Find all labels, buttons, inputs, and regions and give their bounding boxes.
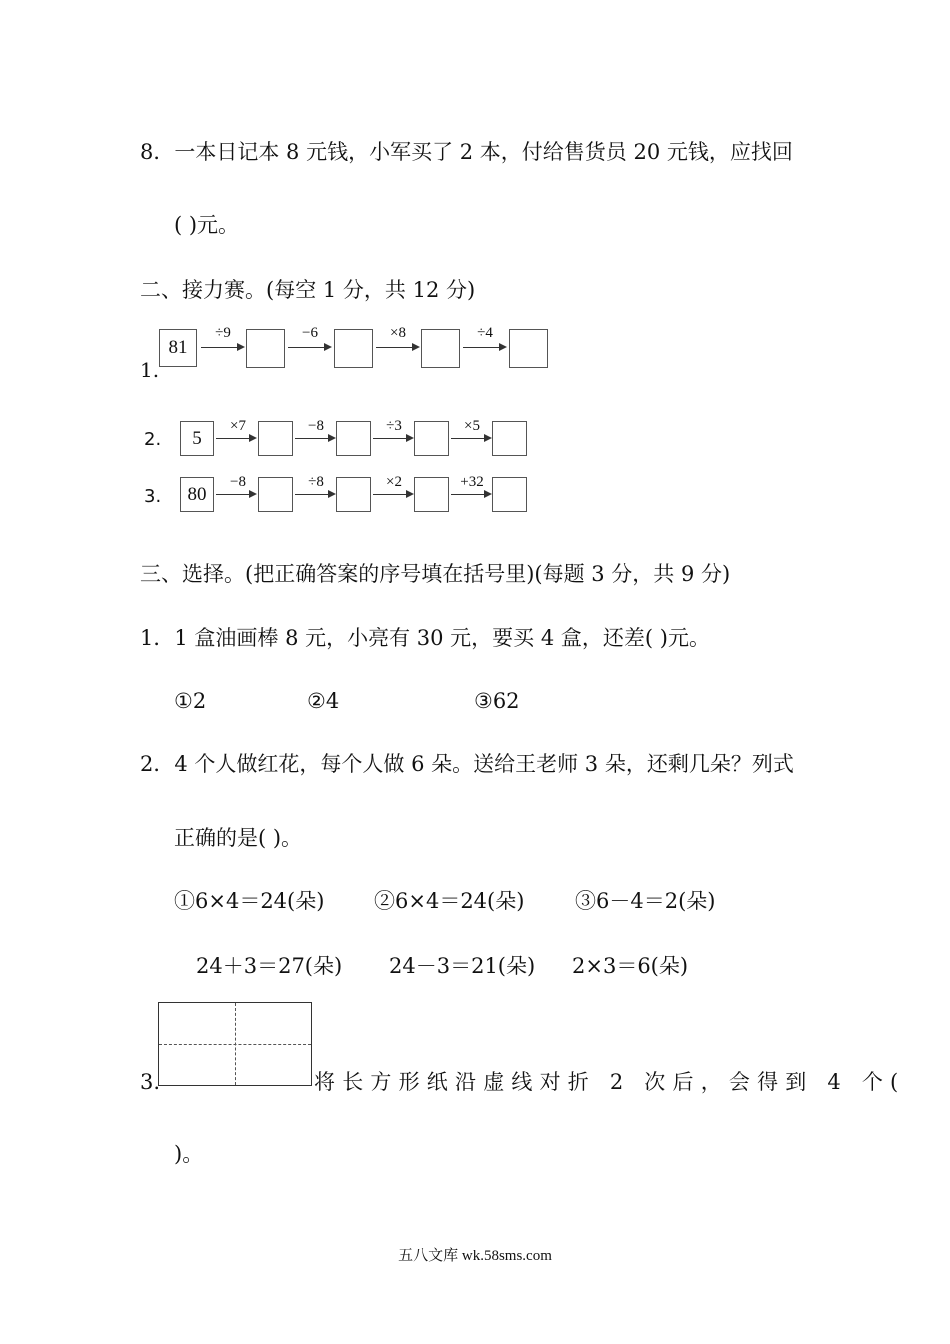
chain1-arrow3 (376, 347, 418, 348)
chain3-arrow2 (295, 494, 334, 495)
folding-rectangle-figure (158, 1002, 312, 1086)
chain2-label: 2. (144, 429, 162, 450)
chain3-op2: ÷8 (308, 474, 324, 490)
chain2-answer-box2[interactable] (336, 421, 371, 456)
chain3-answer-box3[interactable] (414, 477, 449, 512)
chain1-arrow2 (288, 347, 330, 348)
chain2-arrow2 (295, 438, 334, 439)
s3-q3-line2: )。 (174, 1142, 204, 1166)
chain2-arrow3 (373, 438, 412, 439)
chain1-start-box: 81 (159, 329, 197, 367)
s3-q2-option-2-line1: ②6×4＝24(朵) (374, 889, 525, 913)
section2-heading: 二、接力赛。(每空 1 分，共 12 分) (140, 278, 476, 302)
chain1-op1: ÷9 (215, 325, 231, 341)
chain2-arrow4 (451, 438, 490, 439)
s3-q1-text: 1．1 盒油画棒 8 元，小亮有 30 元，要买 4 盒，还差( )元。 (140, 626, 710, 650)
s3-q2-option-2-line2: 24－3＝21(朵) (389, 954, 536, 978)
section3-heading: 三、选择。(把正确答案的序号填在括号里)(每题 3 分，共 9 分) (140, 562, 731, 586)
chain3-op3: ×2 (386, 474, 402, 490)
s3-q1-option-1: ①2 (174, 689, 207, 713)
q8-line2: ( )元。 (174, 213, 240, 237)
chain1-arrow4 (463, 347, 505, 348)
s3-q1-option-3: ③62 (474, 689, 520, 713)
footer-watermark: 五八文库 wk.58sms.com (398, 1248, 552, 1264)
chain1-answer-box2[interactable] (334, 329, 373, 368)
chain2-answer-box4[interactable] (492, 421, 527, 456)
q8-line1: 8．一本日记本 8 元钱，小军买了 2 本，付给售货员 20 元钱，应找回 (140, 140, 793, 164)
chain2-op4: ×5 (464, 418, 480, 434)
chain3-label: 3. (144, 486, 162, 507)
chain2-op3: ÷3 (386, 418, 402, 434)
chain1-label: 1. (140, 358, 160, 382)
s3-q2-option-1-line2: 24＋3＝27(朵) (196, 954, 343, 978)
chain3-arrow3 (373, 494, 412, 495)
chain2-answer-box3[interactable] (414, 421, 449, 456)
chain1-arrow1 (201, 347, 243, 348)
chain2-start-box: 5 (180, 421, 214, 456)
s3-q2-line1: 2．4 个人做红花，每个人做 6 朵。送给王老师 3 朵，还剩几朵？列式 (140, 752, 794, 776)
chain3-arrow4 (451, 494, 490, 495)
chain3-start-box: 80 (180, 477, 214, 512)
chain3-op4: +32 (460, 474, 484, 490)
chain2-op2: −8 (308, 418, 324, 434)
chain3-answer-box2[interactable] (336, 477, 371, 512)
chain3-op1: −8 (230, 474, 246, 490)
chain3-arrow1 (216, 494, 255, 495)
chain3-answer-box1[interactable] (258, 477, 293, 512)
s3-q2-option-3-line2: 2×3＝6(朵) (572, 954, 689, 978)
chain2-arrow1 (216, 438, 255, 439)
horizontal-fold-line (159, 1044, 311, 1045)
chain1-answer-box4[interactable] (509, 329, 548, 368)
chain2-op1: ×7 (230, 418, 246, 434)
chain3-answer-box4[interactable] (492, 477, 527, 512)
s3-q2-line2: 正确的是( )。 (174, 826, 303, 850)
s3-q3-number: 3. (140, 1070, 161, 1094)
chain1-op2: −6 (302, 325, 318, 341)
s3-q1-option-2: ②4 (307, 689, 340, 713)
s3-q2-option-3-line1: ③6－4＝2(朵) (575, 889, 716, 913)
chain1-op4: ÷4 (477, 325, 493, 341)
s3-q3-text: 将长方形纸沿虚线对折 2 次后，会得到 4 个( (314, 1070, 906, 1094)
chain1-answer-box3[interactable] (421, 329, 460, 368)
chain1-answer-box1[interactable] (246, 329, 285, 368)
s3-q2-option-1-line1: ①6×4＝24(朵) (174, 889, 325, 913)
chain1-op3: ×8 (390, 325, 406, 341)
chain2-answer-box1[interactable] (258, 421, 293, 456)
